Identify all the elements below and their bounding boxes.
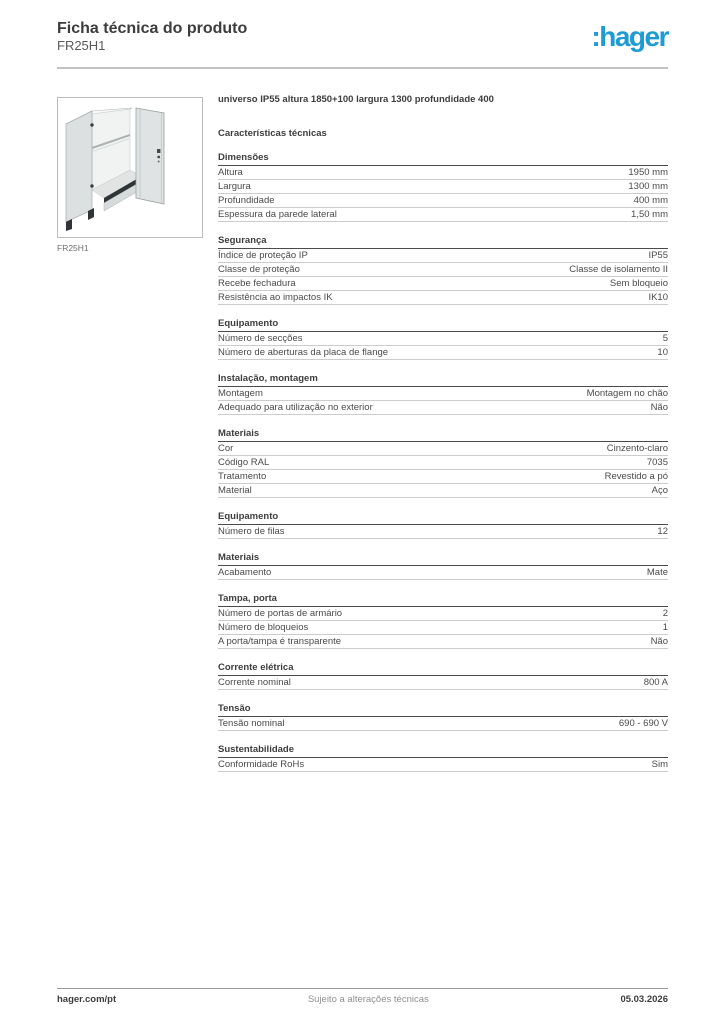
spec-label: Espessura da parede lateral [218,209,337,220]
spec-row [218,277,668,291]
spec-value: Aço [651,485,668,496]
spec-value: Mate [646,567,668,578]
spec-row [218,263,668,277]
spec-label: Largura [218,181,251,192]
product-figure [57,97,203,253]
section-title: Materiais [218,427,668,442]
spec-row [218,621,668,635]
spec-label: Número de aberturas da placa de flange [218,347,389,358]
section-title: Equipamento [218,510,668,525]
product-image [58,98,202,237]
spec-label: Código RAL [218,457,270,468]
spec-value: Montagem no chão [586,388,668,399]
spec-row [218,194,668,208]
spec-row [218,332,668,346]
spec-section [218,702,668,731]
section-title: Tampa, porta [218,592,668,607]
section-title: Dimensões [218,151,668,166]
characteristics-heading: Características técnicas [218,128,327,139]
spec-section [218,592,668,649]
figure-caption: FR25H1 [57,243,89,253]
spec-label: Corrente nominal [218,677,291,688]
spec-row [218,401,668,415]
spec-value: IP55 [648,250,668,261]
spec-label: Profundidade [218,195,275,206]
spec-label: Número de secções [218,333,303,344]
section-title: Equipamento [218,317,668,332]
spec-value: Sim [651,759,668,770]
footer-note: Sujeito a alterações técnicas [307,994,429,1005]
footer-website: hager.com/pt [57,994,117,1005]
spec-value: Revestido a pó [604,471,668,482]
spec-label: Número de filas [218,526,285,537]
spec-label: Material [218,485,252,496]
spec-label: Número de bloqueios [218,622,309,633]
spec-value: 5 [662,333,668,344]
spec-section [218,661,668,690]
spec-label: Montagem [218,388,263,399]
spec-value: Não [650,636,668,647]
spec-value: Classe de isolamento II [569,264,668,275]
section-title: Materiais [218,551,668,566]
spec-row [218,180,668,194]
spec-label: Acabamento [218,567,272,578]
section-title: Segurança [218,234,668,249]
spec-row [218,566,668,580]
section-title: Instalação, montagem [218,372,668,387]
spec-row [218,291,668,305]
spec-row [218,635,668,649]
spec-section [218,427,668,498]
spec-value: 1950 mm [628,167,668,178]
spec-row [218,717,668,731]
specs-column [218,94,668,772]
spec-section [218,743,668,772]
spec-value: 1,50 mm [631,209,668,220]
hager-logo: :hager [591,21,668,52]
spec-value: Sem bloqueio [609,278,668,289]
product-image-frame [57,97,203,238]
spec-label: Recebe fechadura [218,278,296,289]
spec-label: A porta/tampa é transparente [218,636,342,647]
spec-value: 10 [657,347,668,358]
header-divider [57,67,668,69]
spec-row [218,249,668,263]
spec-label: Tratamento [218,471,267,482]
spec-value: IK10 [648,292,668,303]
spec-row [218,470,668,484]
spec-label: Altura [218,167,243,178]
spec-row [218,525,668,539]
spec-value: 12 [657,526,668,537]
spec-value: Cinzento-claro [606,443,668,454]
page-title: Ficha técnica do produto [57,20,248,37]
section-title: Tensão [218,702,668,717]
spec-label: Resistência ao impactos IK [218,292,333,303]
spec-sections [218,151,668,772]
spec-row [218,758,668,772]
spec-label: Classe de proteção [218,264,300,275]
spec-section [218,151,668,222]
spec-section [218,551,668,580]
page-header [57,19,668,54]
spec-label: Número de portas de armário [218,608,343,619]
spec-value: 800 A [643,677,668,688]
spec-value: 400 mm [633,195,668,206]
spec-label: Cor [218,443,234,454]
spec-section [218,317,668,360]
spec-value: Não [650,402,668,413]
section-title: Sustentabilidade [218,743,668,758]
spec-value: 2 [662,608,668,619]
footer-divider [57,988,668,989]
spec-row [218,166,668,180]
footer-date: 05.03.2026 [620,994,668,1005]
spec-row [218,387,668,401]
spec-value: 1300 mm [628,181,668,192]
spec-section [218,510,668,539]
spec-row [218,484,668,498]
page-footer [57,994,668,1005]
spec-label: Conformidade RoHs [218,759,305,770]
spec-row [218,442,668,456]
spec-row [218,208,668,222]
spec-value: 1 [662,622,668,633]
spec-label: Adequado para utilização no exterior [218,402,373,413]
spec-row [218,456,668,470]
spec-value: 7035 [646,457,668,468]
section-title: Corrente elétrica [218,661,668,676]
spec-label: Tensão nominal [218,718,285,729]
product-description: universo IP55 altura 1850+100 largura 1300 profundidade 400 [218,94,494,105]
spec-row [218,676,668,690]
spec-row [218,346,668,360]
spec-label: Índice de proteção IP [218,250,308,261]
spec-section [218,234,668,305]
product-code: FR25H1 [57,38,106,53]
spec-value: 690 - 690 V [618,718,668,729]
spec-row [218,607,668,621]
spec-section [218,372,668,415]
